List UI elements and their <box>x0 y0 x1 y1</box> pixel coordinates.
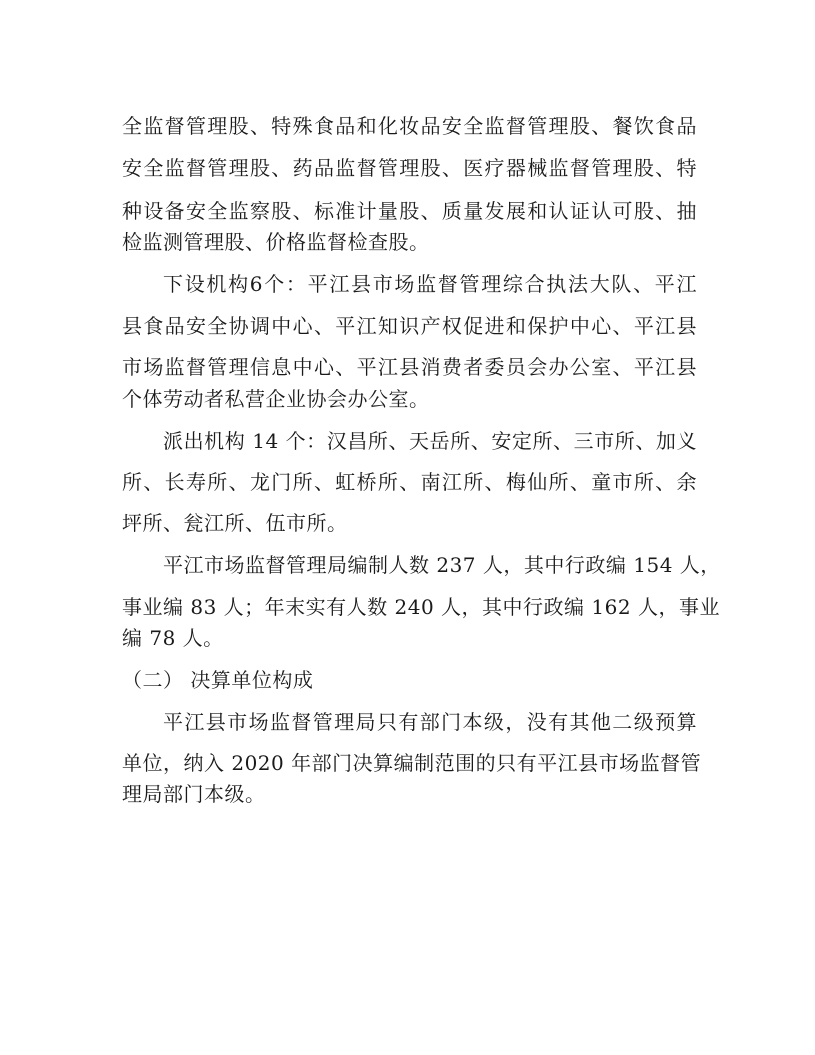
paragraph-2-line-2: 县食品安全协调中心、平江知识产权促进和保护中心、平江县 <box>122 314 697 338</box>
paragraph-1-line-3: 种设备安全监察股、标准计量股、质量发展和认证认可股、抽 <box>122 199 697 223</box>
paragraph-5-line-3: 理局部门本级。 <box>122 782 266 806</box>
paragraph-4-line-1: 平江市场监督管理局编制人数 237 人，其中行政编 154 人， <box>163 553 721 577</box>
paragraph-2-line-1: 下设机构6个：平江县市场监督管理综合执法大队、平江 <box>163 272 697 296</box>
section-heading: （二） 决算单位构成 <box>122 668 314 692</box>
paragraph-2-line-4: 个体劳动者私营企业协会办公室。 <box>122 387 430 411</box>
paragraph-5-line-1: 平江县市场监督管理局只有部门本级，没有其他二级预算 <box>163 710 697 734</box>
paragraph-3-line-2: 所、长寿所、龙门所、虹桥所、南江所、梅仙所、童市所、余 <box>122 470 697 494</box>
paragraph-4-line-3: 编 78 人。 <box>122 626 224 650</box>
paragraph-1-line-1: 全监督管理股、特殊食品和化妆品安全监督管理股、餐饮食品 <box>122 114 697 138</box>
paragraph-1-line-4: 检监测管理股、价格监督检查股。 <box>122 230 430 254</box>
paragraph-1-line-2: 安全监督管理股、药品监督管理股、医疗器械监督管理股、特 <box>122 156 697 180</box>
paragraph-3-line-1: 派出机构 14 个：汉昌所、天岳所、安定所、三市所、加义 <box>163 429 697 453</box>
paragraph-4-line-2: 事业编 83 人；年末实有人数 240 人，其中行政编 162 人，事业 <box>122 595 720 619</box>
paragraph-5-line-2: 单位，纳入 2020 年部门决算编制范围的只有平江县市场监督管 <box>122 751 702 775</box>
paragraph-3-line-3: 坪所、瓮江所、伍市所。 <box>122 511 348 535</box>
paragraph-2-line-3: 市场监督管理信息中心、平江县消费者委员会办公室、平江县 <box>122 355 697 379</box>
